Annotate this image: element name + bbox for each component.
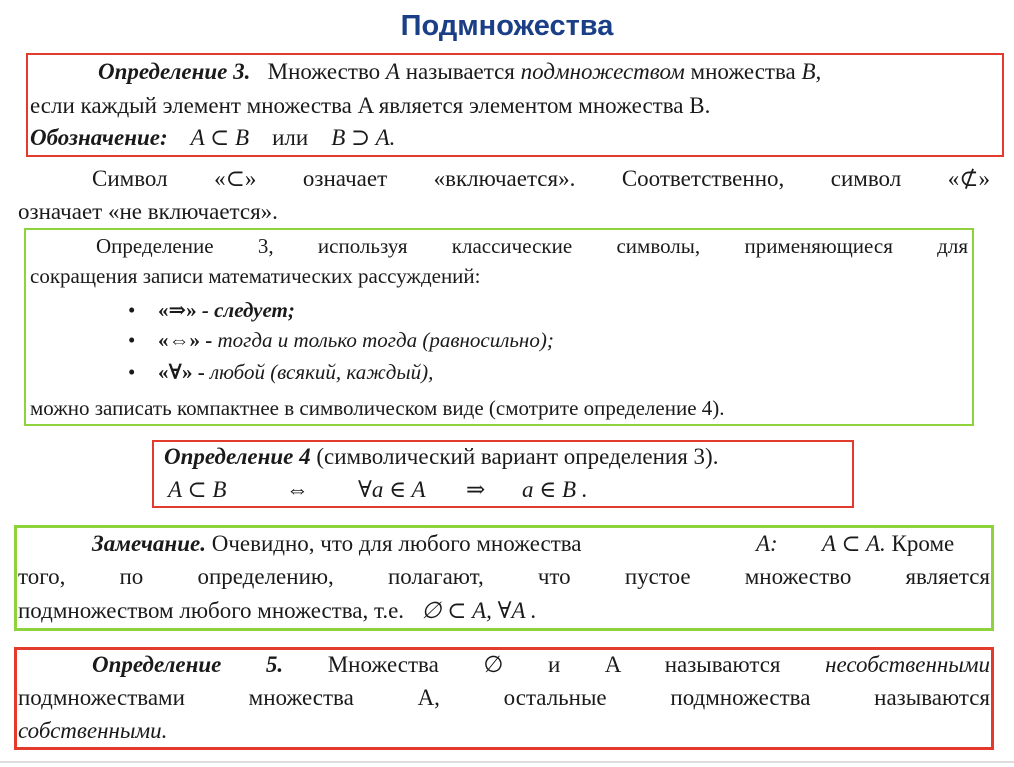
classic-last-line: можно записать компактнее в символическом виде (смотрите определение 4). [30,396,725,420]
definition-3-line-2: если каждый элемент множества A является элементом множества B. [30,93,711,118]
definition-4-label: Определение 4 [164,444,311,469]
improper-term: несобственными [825,652,991,677]
definition-4-formula-5: a ∈ B . [522,477,588,502]
definition-4-formula-4: ⇒ [466,477,486,502]
bullet-mark: • [128,360,136,384]
remark-label: Замечание. [92,531,206,556]
notation-formula-2: B ⊃ A. [331,125,396,150]
bullet-mark: • [128,328,136,352]
page-title: Подмножества [400,10,614,42]
remark-set-a: A: [756,531,778,556]
notation-line: Обозначение: A ⊂ B или B ⊃ A. [30,125,396,150]
symbol-note-line-1: Символ «⊂» означает «включается». Соответственно, символ «⊄» [92,166,991,191]
definition-3-line-1: Определение 3. Множество A называется подмножеством множества B, [98,59,822,84]
definition-4-formula-2: ⇔ [286,477,309,502]
bullet-forall: • «∀» - любой (всякий, каждый), [128,360,434,384]
remark-line-2: того, по определению, полагают, что пустое множество является [18,564,990,589]
bullet-iff: • «⇔» - тогда и только тогда (равносильно); [128,328,554,352]
definition-5-line-1: Определение 5. Множества ∅ и A называются несобственными [92,652,991,677]
remark-line-1: Замечание. Очевидно, что для любого множества [92,531,582,556]
definition-5-label: Определение 5. [92,652,284,677]
subset-term: подмножеством [520,59,685,84]
definition-4-line-1: Определение 4 (символический вариант определения 3). [164,444,719,469]
notation-label: Обозначение: [30,125,168,150]
bottom-divider [0,761,1014,763]
symbol-note-line-2: означает «не включается». [18,199,278,224]
remark-formula: ∅ ⊂ A, ∀A . [421,598,537,623]
bullet-mark: • [128,298,136,322]
definition-5-line-3: собственными. [18,718,168,743]
bullet-implies: • «⇒» - следует; [128,298,295,322]
remark-subset-self: A ⊂ A. Кроме [822,531,955,556]
definition-4-formula-3: ∀a ∈ A [358,477,426,502]
definition-4-formula-1: A ⊂ B [168,477,227,502]
notation-formula-1: A ⊂ B [190,125,250,150]
definition-3-label: Определение 3. [98,59,251,84]
remark-line-3: подмножеством любого множества, т.е. ∅ ⊂ A, ∀A . [18,598,537,623]
definition-5-line-2: подмножествами множества A, остальные подмножества называются [18,685,990,710]
classic-line-1: Определение 3, используя классические символы, применяющиеся для [96,234,968,258]
classic-line-2: сокращения записи математических рассуждений: [30,264,481,288]
